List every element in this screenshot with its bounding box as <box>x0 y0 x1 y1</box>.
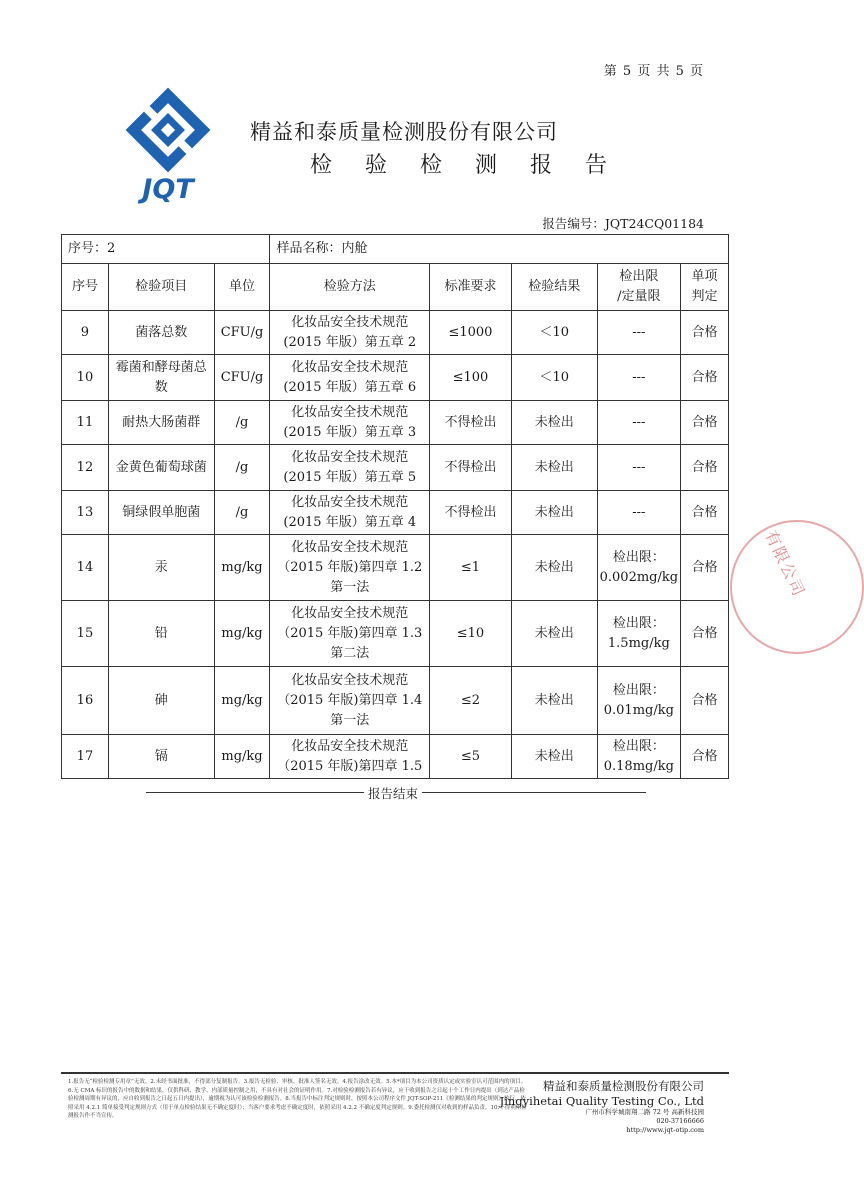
cell-standard: 不得检出 <box>430 491 512 535</box>
footer-notes: 1.报告无“检验检测专用章”无效。2.未经书面批准，不得部分复制报告。3.报告无检验、审核、批准人签名无效。4.报告涂改无效。5.本*项目为本公司资质认定或实验室认可范围内的项目。6.无 CMA 标识的报告中的数据和结果，仅供科研、教学、内部质量控制之用，不具有对社会的证明作用。7.对检验检测报告若有异议，应于收到报告之日起十个工作日内提出（到达产品检验检测周期有异议的，应自收到报告之日起五日内提出），逾期视为认可该检验检测报告。8.当报告中标注判定规则时，按照本公司程序文件 JQT-SOP-211《检测结果的判定规则》执行，依照采用 4.2.1 简单接受判定规则方式（用于单点检验结果无不确定度时）；当客户要求考虑不确定度时，依照采用 4.2.2 不确定度判定规则。9.委托检测仅对收到的样品负责。10.不得利用检测报告作不当宣传。 <box>68 1079 527 1119</box>
cell-standard: ≤1 <box>430 535 512 601</box>
cell-seq: 16 <box>62 667 109 735</box>
cell-seq: 15 <box>62 601 109 667</box>
cell-judge: 合格 <box>681 311 729 355</box>
cell-method: 化妆品安全技术规范 (2015 年版）第五章 3 <box>270 401 430 445</box>
cell-result: 未检出 <box>511 535 597 601</box>
cell-method: 化妆品安全技术规范 （2015 年版)第四章 1.2 第一法 <box>270 535 430 601</box>
cell-item: 铜绿假单胞菌 <box>108 491 214 535</box>
footer-phone: 020-37166666 <box>656 1117 704 1125</box>
cell-item: 菌落总数 <box>108 311 214 355</box>
table-row <box>62 445 729 491</box>
cell-limit: --- <box>597 445 680 491</box>
cell-method: 化妆品安全技术规范 (2015 年版）第五章 6 <box>270 355 430 401</box>
cell-judge: 合格 <box>681 445 729 491</box>
footer-divider <box>61 1072 729 1074</box>
cell-limit: --- <box>597 401 680 445</box>
cell-limit: 检出限： 0.18mg/kg <box>597 735 680 779</box>
sample-seq: 序号：2 <box>62 235 270 264</box>
col-header-result: 检验结果 <box>511 264 597 311</box>
cell-unit: CFU/g <box>214 311 270 355</box>
col-header-standard: 标准要求 <box>430 264 512 311</box>
cell-item: 霉菌和酵母菌总数 <box>108 355 214 401</box>
table-row <box>62 667 729 735</box>
col-header-limit: 检出限 /定量限 <box>597 264 680 311</box>
table-row <box>62 601 729 667</box>
cell-result: 未检出 <box>511 445 597 491</box>
cell-seq: 17 <box>62 735 109 779</box>
cell-unit: mg/kg <box>214 667 270 735</box>
results-table <box>61 234 729 779</box>
cell-method: 化妆品安全技术规范 （2015 年版)第四章 1.5 <box>270 735 430 779</box>
col-header-item: 检验项目 <box>108 264 214 311</box>
table-row <box>62 311 729 355</box>
page-number: 第 5 页 共 5 页 <box>603 64 704 79</box>
cell-standard: ≤1000 <box>430 311 512 355</box>
cell-item: 耐热大肠菌群 <box>108 401 214 445</box>
sample-name: 样品名称：内舱 <box>270 235 729 264</box>
table-row <box>62 535 729 601</box>
cell-limit: 检出限： 0.002mg/kg <box>597 535 680 601</box>
col-header-unit: 单位 <box>214 264 270 311</box>
cell-standard: ≤100 <box>430 355 512 401</box>
cell-item: 汞 <box>108 535 214 601</box>
cell-method: 化妆品安全技术规范 (2015 年版）第五章 4 <box>270 491 430 535</box>
cell-judge: 合格 <box>681 535 729 601</box>
table-row <box>62 735 729 779</box>
cell-unit: /g <box>214 445 270 491</box>
cell-seq: 12 <box>62 445 109 491</box>
cell-judge: 合格 <box>681 601 729 667</box>
report-number: 报告编号：JQT24CQ01184 <box>542 216 704 231</box>
cell-limit: --- <box>597 491 680 535</box>
cell-result: 未检出 <box>511 601 597 667</box>
col-header-judge: 单项 判定 <box>681 264 729 311</box>
cell-unit: mg/kg <box>214 535 270 601</box>
cell-item: 砷 <box>108 667 214 735</box>
cell-unit: /g <box>214 401 270 445</box>
cell-result: ＜10 <box>511 355 597 401</box>
cell-judge: 合格 <box>681 401 729 445</box>
report-end-text: 报告结束 <box>364 784 422 802</box>
cell-judge: 合格 <box>681 355 729 401</box>
sample-info-row <box>62 235 729 264</box>
cell-standard: ≤5 <box>430 735 512 779</box>
cell-seq: 13 <box>62 491 109 535</box>
cell-unit: CFU/g <box>214 355 270 401</box>
cell-method: 化妆品安全技术规范 (2015 年版）第五章 5 <box>270 445 430 491</box>
cell-unit: mg/kg <box>214 735 270 779</box>
table-row <box>62 491 729 535</box>
cell-item: 铅 <box>108 601 214 667</box>
cell-method: 化妆品安全技术规范 (2015 年版）第五章 2 <box>270 311 430 355</box>
footer-website[interactable]: http://www.jqt-otip.com <box>626 1126 704 1134</box>
col-header-method: 检验方法 <box>270 264 430 311</box>
cell-judge: 合格 <box>681 667 729 735</box>
cell-limit: --- <box>597 311 680 355</box>
company-name: 精益和泰质量检测股份有限公司 <box>250 120 558 144</box>
cell-limit: --- <box>597 355 680 401</box>
footer-company <box>500 1078 704 1135</box>
cell-unit: /g <box>214 491 270 535</box>
logo-text: JQT <box>142 174 194 205</box>
cell-judge: 合格 <box>681 491 729 535</box>
cell-standard: 不得检出 <box>430 401 512 445</box>
cell-seq: 11 <box>62 401 109 445</box>
cell-judge: 合格 <box>681 735 729 779</box>
cell-result: 未检出 <box>511 667 597 735</box>
cell-result: 未检出 <box>511 401 597 445</box>
cell-method: 化妆品安全技术规范 （2015 年版)第四章 1.3 第二法 <box>270 601 430 667</box>
cell-seq: 9 <box>62 311 109 355</box>
cell-result: 未检出 <box>511 735 597 779</box>
cell-limit: 检出限： 0.01mg/kg <box>597 667 680 735</box>
cell-seq: 10 <box>62 355 109 401</box>
table-header-row <box>62 264 729 311</box>
cell-standard: ≤10 <box>430 601 512 667</box>
cell-result: ＜10 <box>511 311 597 355</box>
cell-standard: 不得检出 <box>430 445 512 491</box>
cell-standard: ≤2 <box>430 667 512 735</box>
cell-limit: 检出限： 1.5mg/kg <box>597 601 680 667</box>
cell-method: 化妆品安全技术规范 （2015 年版)第四章 1.4 第一法 <box>270 667 430 735</box>
report-title: 检 验 检 测 报 告 <box>310 153 620 178</box>
cell-seq: 14 <box>62 535 109 601</box>
cell-item: 镉 <box>108 735 214 779</box>
company-seal-stamp: 有限公司 <box>730 520 864 654</box>
cell-item: 金黄色葡萄球菌 <box>108 445 214 491</box>
footer-company-en: Jingyihetai Quality Testing Co., Ltd <box>499 1094 704 1108</box>
table-row <box>62 401 729 445</box>
footer-address: 广州市科学城南翔二路 72 号 高新科技园 <box>585 1108 704 1116</box>
col-header-seq: 序号 <box>62 264 109 311</box>
table-row <box>62 355 729 401</box>
footer-company-cn: 精益和泰质量检测股份有限公司 <box>543 1079 704 1093</box>
cell-unit: mg/kg <box>214 601 270 667</box>
jqt-logo <box>118 88 218 203</box>
cell-result: 未检出 <box>511 491 597 535</box>
